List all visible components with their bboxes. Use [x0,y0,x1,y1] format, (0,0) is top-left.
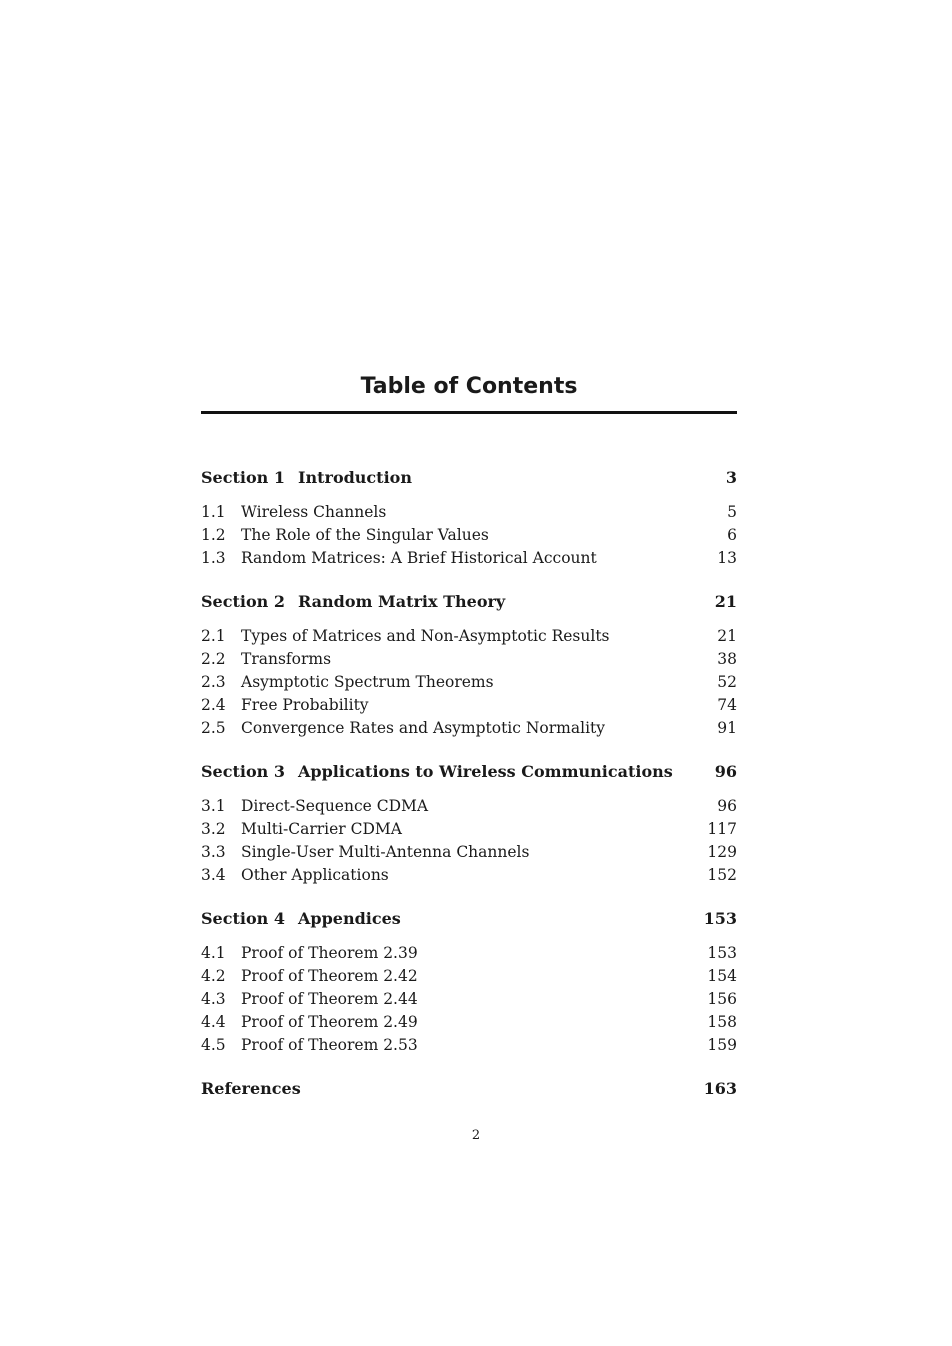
subsection-number: 3.2 [201,820,226,838]
section-title: Applications to Wireless Communications [298,762,673,781]
section-label: Section 3 [201,762,285,781]
subsection-title: Proof of Theorem 2.42 [241,967,418,985]
subsection-row[interactable] [201,717,737,740]
toc-section-3 [201,760,737,887]
section-heading-row[interactable] [201,590,737,614]
subsection-row[interactable] [201,965,737,988]
subsection-number: 2.1 [201,627,226,645]
subsection-page: 129 [707,843,737,861]
subsection-title: Asymptotic Spectrum Theorems [241,673,494,691]
subsection-page: 153 [707,944,737,962]
subsection-page: 74 [717,696,737,714]
section-heading-row[interactable] [201,760,737,784]
section-title: Introduction [298,468,412,487]
subsection-row[interactable] [201,795,737,818]
subsection-row[interactable] [201,988,737,1011]
subsection-number: 2.5 [201,719,226,737]
subsection-number: 4.2 [201,967,226,985]
subsection-number: 2.2 [201,650,226,668]
references-page: 163 [703,1079,737,1098]
subsection-title: Transforms [241,650,332,668]
subsection-title: Random Matrices: A Brief Historical Account [241,549,597,567]
subsection-page: 38 [717,650,737,668]
subsection-page: 13 [717,549,737,567]
subsection-title: Direct-Sequence CDMA [241,797,429,815]
subsection-number: 4.3 [201,990,226,1008]
references-row[interactable] [201,1077,737,1101]
subsection-title: Multi-Carrier CDMA [241,820,402,838]
subsection-title: Single-User Multi-Antenna Channels [241,843,530,861]
subsection-title: Proof of Theorem 2.49 [241,1013,418,1031]
section-page: 21 [714,592,737,611]
section-title: Random Matrix Theory [298,592,506,611]
subsection-number: 4.4 [201,1013,226,1031]
subsection-row[interactable] [201,1034,737,1057]
subsection-number: 1.3 [201,549,226,567]
subsection-number: 4.5 [201,1036,226,1054]
subsection-row[interactable] [201,547,737,570]
subsection-number: 2.4 [201,696,226,714]
subsection-number: 3.4 [201,866,226,884]
subsection-title: The Role of the Singular Values [241,526,489,544]
section-title: Appendices [298,909,401,928]
subsection-title: Other Applications [241,866,389,884]
section-page: 96 [714,762,737,781]
subsection-row[interactable] [201,818,737,841]
section-heading-row[interactable] [201,466,737,490]
subsection-number: 3.3 [201,843,226,861]
subsection-list [201,942,737,1057]
toc-title: Table of Contents [360,374,578,399]
table-of-contents [201,372,737,1101]
toc-section-1 [201,466,737,570]
subsection-title: Free Probability [241,696,369,714]
subsection-page: 6 [727,526,737,544]
subsection-list [201,501,737,570]
toc-section-4 [201,907,737,1057]
section-page: 153 [703,909,737,928]
subsection-page: 5 [727,503,737,521]
subsection-page: 158 [707,1013,737,1031]
subsection-title: Types of Matrices and Non-Asymptotic Results [241,627,610,645]
subsection-page: 96 [717,797,737,815]
subsection-title: Proof of Theorem 2.44 [241,990,418,1008]
subsection-row[interactable] [201,841,737,864]
subsection-number: 1.1 [201,503,226,521]
section-page: 3 [725,468,737,487]
section-heading-row[interactable] [201,907,737,931]
subsection-row[interactable] [201,864,737,887]
title-rule [201,411,737,414]
subsection-page: 152 [707,866,737,884]
subsection-row[interactable] [201,501,737,524]
subsection-title: Wireless Channels [241,503,387,521]
subsection-page: 91 [717,719,737,737]
page-number: 2 [471,1128,481,1143]
subsection-number: 4.1 [201,944,226,962]
subsection-row[interactable] [201,524,737,547]
subsection-page: 156 [707,990,737,1008]
subsection-page: 52 [717,673,737,691]
subsection-row[interactable] [201,694,737,717]
subsection-number: 1.2 [201,526,226,544]
subsection-row[interactable] [201,625,737,648]
subsection-row[interactable] [201,942,737,965]
subsection-row[interactable] [201,1011,737,1034]
subsection-title: Convergence Rates and Asymptotic Normality [241,719,606,737]
subsection-row[interactable] [201,671,737,694]
references-title: References [201,1079,301,1098]
subsection-title: Proof of Theorem 2.39 [241,944,418,962]
subsection-page: 154 [707,967,737,985]
subsection-page: 117 [707,820,737,838]
section-label: Section 2 [201,592,285,611]
subsection-list [201,625,737,740]
subsection-number: 2.3 [201,673,226,691]
subsection-list [201,795,737,887]
toc-section-2 [201,590,737,740]
subsection-title: Proof of Theorem 2.53 [241,1036,418,1054]
subsection-row[interactable] [201,648,737,671]
subsection-page: 159 [707,1036,737,1054]
subsection-page: 21 [717,627,737,645]
toc-sections [201,466,737,1101]
section-label: Section 4 [201,909,285,928]
section-label: Section 1 [201,468,285,487]
subsection-number: 3.1 [201,797,226,815]
